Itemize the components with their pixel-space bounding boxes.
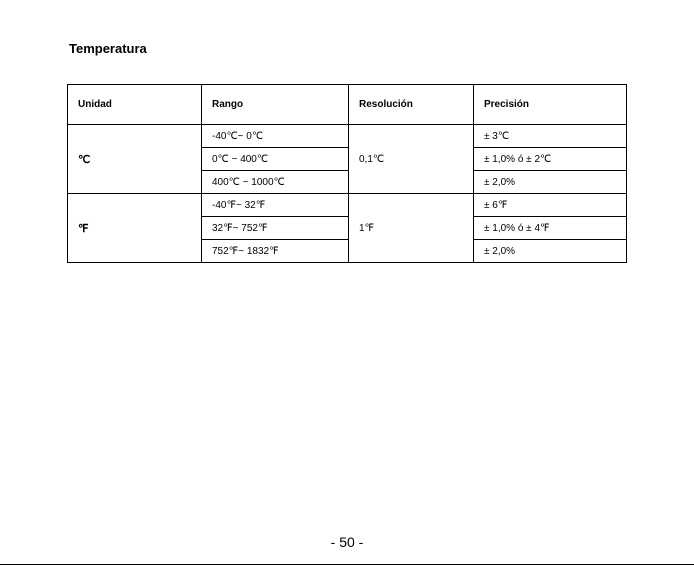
unit-fahrenheit: ℉	[68, 194, 202, 263]
table-row	[68, 194, 627, 217]
precision-cell: ± 3℃	[474, 125, 627, 148]
range-cell: 0℃ ~ 400℃	[202, 148, 349, 171]
footer-divider	[0, 564, 694, 565]
range-cell: 32℉~ 752℉	[202, 217, 349, 240]
precision-cell: ± 1,0% ó ± 4℉	[474, 217, 627, 240]
range-cell: -40℃~ 0℃	[202, 125, 349, 148]
header-unit: Unidad	[68, 85, 202, 125]
precision-cell: ± 2,0%	[474, 240, 627, 263]
page-number: - 50 -	[330, 534, 364, 550]
range-cell: -40℉~ 32℉	[202, 194, 349, 217]
unit-celsius: ℃	[68, 125, 202, 194]
precision-cell: ± 6℉	[474, 194, 627, 217]
header-range: Rango	[202, 85, 349, 125]
temperature-spec-table	[67, 84, 627, 263]
header-resolution: Resolución	[349, 85, 474, 125]
precision-cell: ± 2,0%	[474, 171, 627, 194]
range-cell: 400℃ ~ 1000℃	[202, 171, 349, 194]
precision-cell: ± 1,0% ó ± 2℃	[474, 148, 627, 171]
resolution-fahrenheit: 1℉	[349, 194, 474, 263]
header-precision: Precisión	[474, 85, 627, 125]
range-cell: 752℉~ 1832℉	[202, 240, 349, 263]
table-header-row	[68, 85, 627, 125]
resolution-celsius: 0,1℃	[349, 125, 474, 194]
section-title: Temperatura	[69, 41, 147, 56]
table-row	[68, 125, 627, 148]
